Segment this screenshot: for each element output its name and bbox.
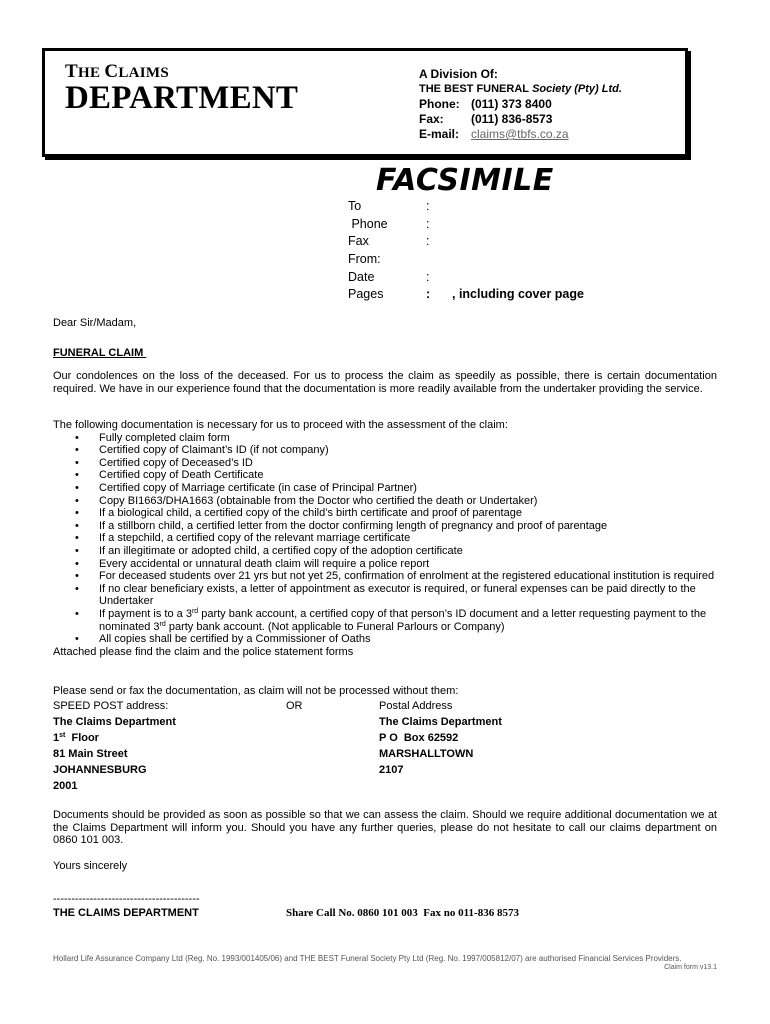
list-item: • If a stillborn child, a certified letter from the doctor confirming length of pregnancy and proof of parentage (75, 519, 608, 532)
list-item: • Copy BI1663/DHA1663 (obtainable from the Doctor who certified the death or Undertaker) (75, 494, 538, 507)
list-item: • All copies shall be certified by a Commissioner of Oaths (75, 633, 371, 646)
address-row: 81 Main Street MARSHALLTOWN (53, 747, 474, 760)
division-label: A Division Of: (419, 67, 498, 81)
address-block (53, 698, 717, 794)
documentation-section (53, 419, 717, 659)
list-item: • Fully completed claim form (75, 431, 230, 444)
address-header-row: SPEED POST address: OR Postal Address (53, 699, 453, 712)
paragraph-condolences: Our condolences on the loss of the deceased. For us to process the claim as speedily as possible, there is certain documentation required. We have in our experience found that the documentation is more readily available from the undertaker providing the service. (53, 370, 717, 395)
address-row: 2001 (53, 779, 78, 792)
fax-field-to: To : (348, 198, 430, 213)
list-item: • Certified copy of Deceased’s ID (75, 456, 253, 469)
address-row: The Claims Department The Claims Department (53, 715, 502, 728)
address-row: 1st Floor P O Box 62592 (53, 731, 459, 744)
list-item: • Every accidental or unnatural death claim will require a police report (75, 557, 430, 570)
documentation-list (53, 432, 717, 646)
list-item: • If a stepchild, a certified copy of the relevant marriage certificate (75, 532, 411, 545)
division-info (419, 67, 622, 142)
fax-line: Fax: (011) 836-8573 (419, 112, 553, 126)
list-item: • If a biological child, a certified copy of the child’s birth certificate and proof of parentage (75, 507, 522, 520)
company-name: THE BEST FUNERAL Society (Pty) Ltd. (419, 83, 622, 95)
fax-field-date: Date : (348, 269, 430, 284)
letterhead-title-line1: THE CLAIMS (65, 61, 170, 82)
send-intro: Please send or fax the documentation, as claim will not be processed without them: (53, 685, 459, 697)
fax-field-fax: Fax : (348, 234, 430, 249)
facsimile-title: FACSIMILE (376, 163, 554, 198)
letterhead-title-line2: DEPARTMENT (65, 80, 299, 116)
attached-note: Attached please find the claim and the police statement forms (53, 645, 354, 658)
share-call-line: Share Call No. 0860 101 003 Fax no 011-836 8573 (286, 907, 519, 919)
phone-line: Phone: (011) 373 8400 (419, 97, 552, 111)
signatory: THE CLAIMS DEPARTMENT (53, 907, 199, 919)
letterhead-box (42, 48, 688, 157)
fax-field-phone: Phone : (348, 216, 430, 231)
salutation: Dear Sir/Madam, (53, 317, 137, 329)
sign-off: Yours sincerely (53, 860, 128, 872)
form-version: Claim form v13.1 (664, 964, 717, 971)
email-line: E-mail: claims@tbfs.co.za (419, 127, 569, 141)
paragraph-closing: Documents should be provided as soon as possible so that we can assess the claim. Should we require additional documentation we at the Claims Department will inform you. Should you have any further queries, please do not hesitate to call our claims department on 0860 101 003. (53, 809, 717, 847)
list-item: • If no clear beneficiary exists, a letter of appointment as executor is required, or funeral expenses can be paid directly to the Undertaker (75, 582, 696, 608)
list-item: • For deceased students over 21 yrs but not yet 25, confirmation of enrolment at the registered educational institution is required (75, 570, 715, 583)
address-row: JOHANNESBURG 2107 (53, 763, 404, 776)
fax-field-pages: Pages : , including cover page (348, 287, 584, 302)
subject-heading: FUNERAL CLAIM (53, 347, 147, 359)
list-item: • If payment is to a 3rd party bank account, a certified copy of that person’s ID document and a letter requesting payment to the nominated 3rd party bank account. (Not applicable to Funeral Parlours or Company) (75, 608, 707, 633)
list-item: • Certified copy of Death Certificate (75, 469, 264, 482)
email-link[interactable]: claims@tbfs.co.za (471, 127, 569, 141)
list-intro: The following documentation is necessary for us to proceed with the assessment of the claim: (53, 419, 508, 431)
signature-line: ---------------------------------------- (53, 893, 200, 905)
fax-field-from: From: (348, 251, 381, 266)
fax-fields (348, 197, 584, 303)
list-item: • Certified copy of Marriage certificate (in case of Principal Partner) (75, 482, 417, 495)
footer-disclaimer: Hollard Life Assurance Company Ltd (Reg. No. 1993/001405/06) and THE BEST Funeral Society Pty Ltd (Reg. No. 1997/005812/07) are authorised Financial Services Providers. (53, 954, 682, 963)
list-item: • If an illegitimate or adopted child, a certified copy of the adoption certificate (75, 545, 463, 558)
list-item: • Certified copy of Claimant’s ID (if not company) (75, 444, 329, 457)
